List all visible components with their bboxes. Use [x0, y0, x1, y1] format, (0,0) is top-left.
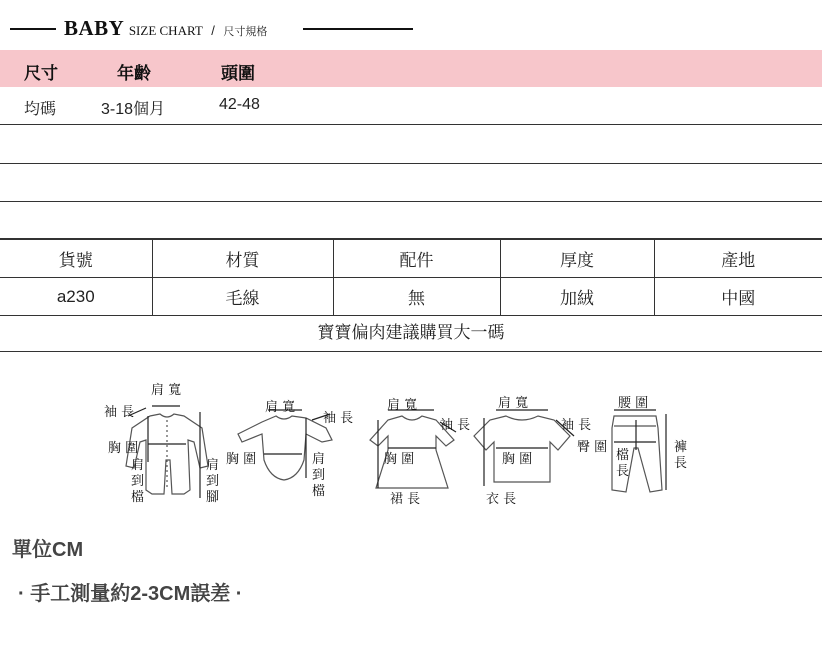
header-origin: 產地	[654, 240, 822, 278]
dress-skirt-label: 裙 長	[390, 492, 421, 507]
cell-material: 毛線	[152, 278, 333, 316]
title-size-chart: SIZE CHART	[128, 23, 203, 38]
size-advice-note: 寶寶偏肉建議購買大一碼	[0, 315, 822, 352]
title-text	[64, 16, 267, 41]
header-material: 材質	[152, 240, 333, 278]
cell-origin: 中國	[654, 278, 822, 316]
bodysuit-sleeve-label: 袖 長	[323, 411, 354, 426]
measurement-diagrams	[0, 370, 822, 520]
romper-sleeve-label: 袖 長	[104, 405, 135, 420]
empty-row	[0, 201, 822, 239]
romper-shoulder-label: 肩 寬	[151, 383, 182, 398]
size-table-row	[0, 87, 822, 125]
cell-thickness: 加絨	[500, 278, 654, 316]
cell-head-circ: 42-48	[219, 96, 260, 113]
unit-label: 單位CM	[12, 539, 84, 561]
title-baby: BABY	[64, 16, 125, 40]
size-chart-title	[0, 14, 822, 44]
cell-item-no: a230	[0, 278, 152, 316]
pants-hip-label: 臀 圍	[577, 440, 608, 455]
empty-row	[0, 164, 822, 202]
cell-accessory: 無	[333, 278, 500, 316]
header-size: 尺寸	[24, 64, 58, 83]
top-chest-label: 胸 圍	[502, 452, 533, 467]
header-age: 年齡	[117, 64, 151, 83]
title-slash: /	[211, 23, 215, 38]
material-table-header	[0, 240, 822, 278]
dress-chest-label: 胸 圍	[384, 452, 415, 467]
title-rule-right	[303, 28, 413, 30]
bodysuit-chest-label: 胸 圍	[226, 452, 257, 467]
size-table-header	[0, 50, 822, 87]
header-accessory: 配件	[333, 240, 500, 278]
bodysuit-shoulder-label: 肩 寬	[265, 400, 296, 415]
romper-shoulder-foot-label: 肩到腳	[206, 458, 220, 505]
title-rule-left	[10, 28, 56, 30]
pants-rise-label: 檔長	[616, 448, 630, 479]
title-cn: 尺寸規格	[223, 25, 268, 38]
pants-length-label: 褲長	[674, 440, 688, 471]
cell-size: 均碼	[24, 101, 57, 118]
header-head-circ: 頭圍	[221, 64, 255, 83]
top-sleeve-label: 袖 長	[561, 418, 592, 433]
top-shoulder-label: 肩 寬	[498, 396, 529, 411]
material-table	[0, 239, 822, 316]
measurement-tolerance-note: · 手工測量約2-3CM誤差 ·	[18, 583, 243, 605]
dress-sleeve-label: 袖 長	[440, 418, 471, 433]
material-table-row	[0, 278, 822, 316]
header-thickness: 厚度	[500, 240, 654, 278]
top-length-label: 衣 長	[486, 492, 517, 507]
romper-chest-label: 胸 圍	[108, 441, 139, 456]
empty-row	[0, 126, 822, 164]
bodysuit-shoulder-crotch-label: 肩到檔	[312, 452, 326, 499]
header-item-no: 貨號	[0, 240, 152, 278]
pants-waist-label: 腰 圍	[618, 396, 649, 411]
romper-shoulder-crotch-label: 肩到檔	[131, 458, 145, 505]
cell-age: 3-18個月	[101, 101, 166, 118]
dress-shoulder-label: 肩 寬	[387, 398, 418, 413]
